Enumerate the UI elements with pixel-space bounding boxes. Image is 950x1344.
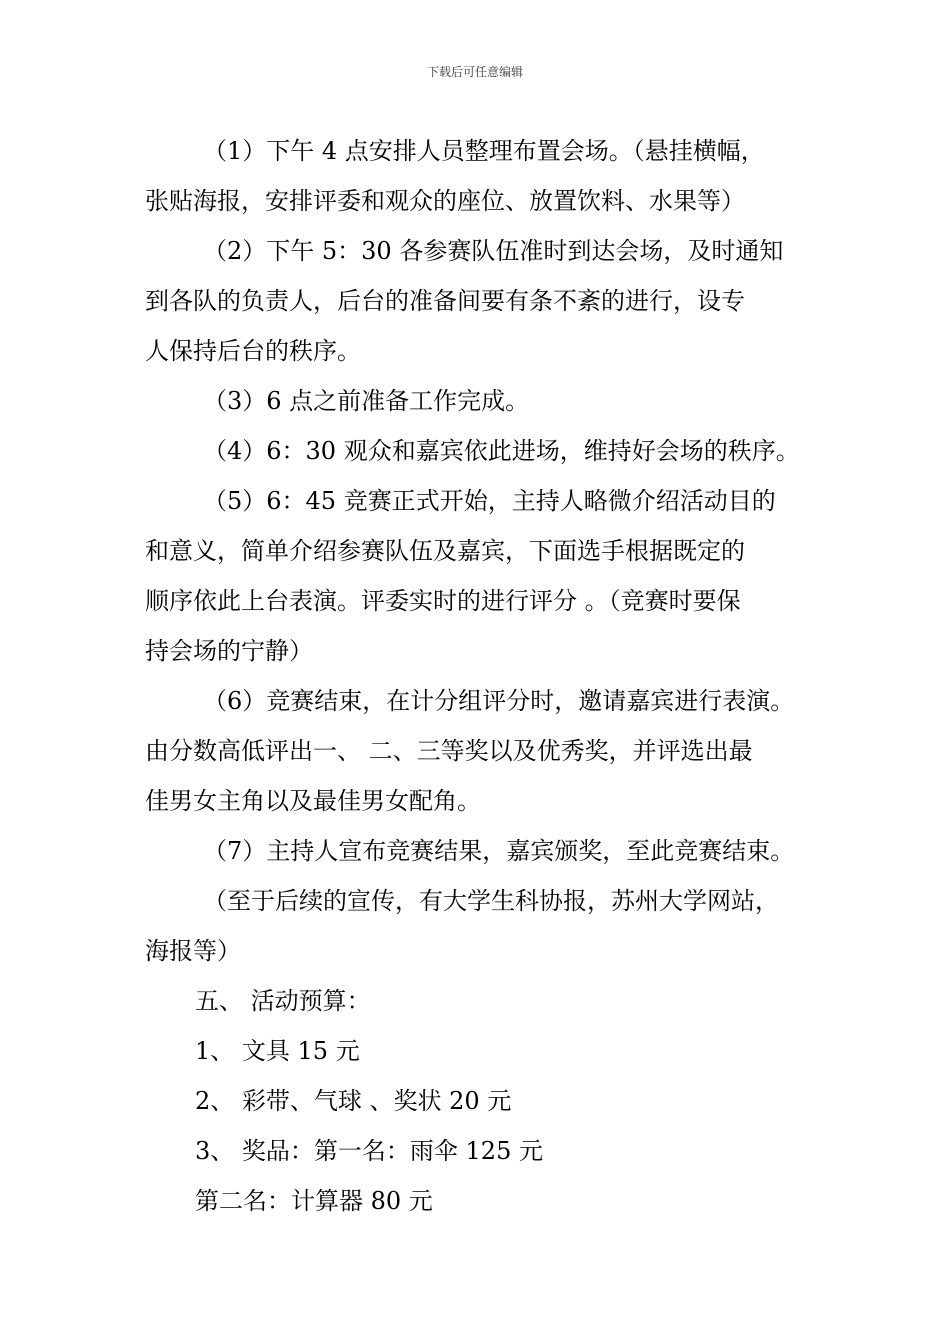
paragraph-line: （1）下午 4 点安排人员整理布置会场。（悬挂横幅， — [203, 137, 765, 165]
paragraph-line: 张贴海报，安排评委和观众的座位、放置饮料、水果等） — [145, 187, 745, 215]
section-heading: 五、 活动预算： — [195, 987, 371, 1015]
budget-item: 3、 奖品：第一名：雨伞 125 元 — [195, 1137, 543, 1165]
page-header: 下载后可任意编辑 — [426, 65, 523, 79]
paragraph-line: 佳男女主角以及最佳男女配角。 — [145, 787, 481, 815]
paragraph-line: （6）竞赛结束，在计分组评分时，邀请嘉宾进行表演。 — [203, 687, 795, 715]
paragraph-line: （3）6 点之前准备工作完成。 — [203, 387, 530, 415]
paragraph-line: （4）6：30 观众和嘉宾依此进场，维持好会场的秩序。 — [203, 437, 800, 465]
paragraph-line: 持会场的宁静） — [145, 637, 313, 665]
budget-item: 2、 彩带、气球 、奖状 20 元 — [195, 1087, 512, 1115]
paragraph-line: （2）下午 5：30 各参赛队伍准时到达会场，及时通知 — [203, 237, 784, 265]
paragraph-line: （至于后续的宣传，有大学生科协报，苏州大学网站， — [203, 887, 779, 915]
document-body — [145, 126, 825, 1226]
paragraph-line: 人保持后台的秩序。 — [145, 337, 361, 365]
paragraph-line: 和意义，简单介绍参赛队伍及嘉宾，下面选手根据既定的 — [145, 537, 745, 565]
paragraph-line: 由分数高低评出一、 二、三等奖以及优秀奖，并评选出最 — [145, 737, 753, 765]
paragraph-line: （5）6：45 竞赛正式开始，主持人略微介绍活动目的 — [203, 487, 776, 515]
budget-item: 第二名：计算器 80 元 — [195, 1187, 433, 1215]
paragraph-line: 海报等） — [145, 937, 241, 965]
paragraph-line: （7）主持人宣布竞赛结果，嘉宾颁奖，至此竞赛结束。 — [203, 837, 795, 865]
budget-item: 1、 文具 15 元 — [195, 1037, 360, 1065]
paragraph-line: 到各队的负责人，后台的准备间要有条不紊的进行，设专 — [145, 287, 745, 315]
paragraph-line: 顺序依此上台表演。评委实时的进行评分 。（竞赛时要保 — [145, 587, 741, 615]
